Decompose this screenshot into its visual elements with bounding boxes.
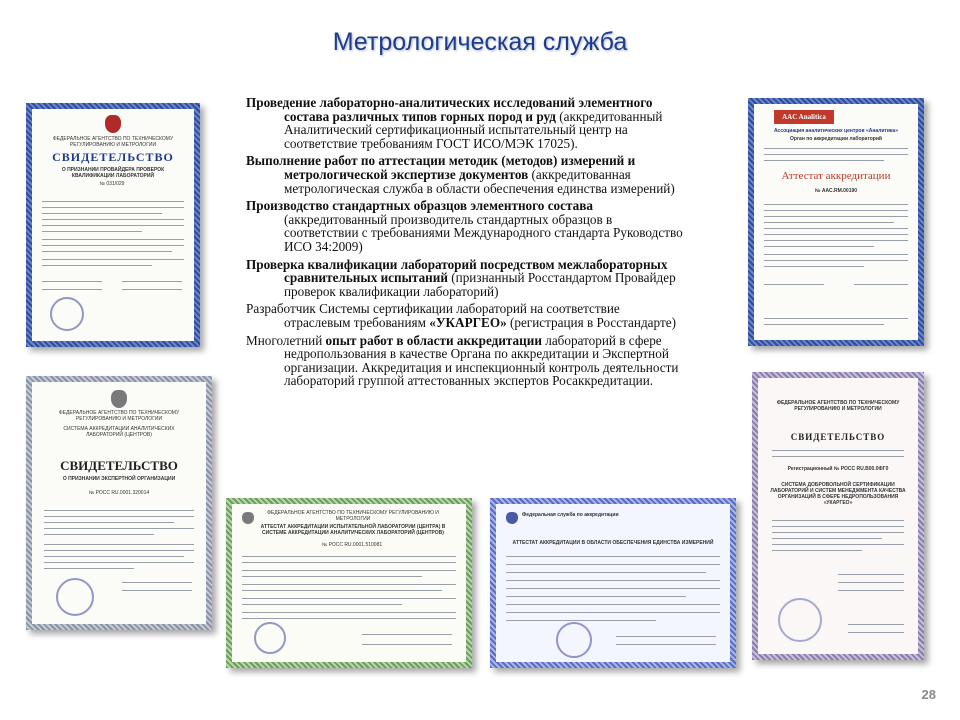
list-item	[246, 258, 686, 299]
cert-association: Ассоциация аналитических центров «Аналитика»	[774, 128, 898, 134]
analitica-logo: AAC Analitica	[774, 110, 834, 124]
item-text: (регистрация в Росстандарте)	[506, 314, 676, 330]
seal-stamp-icon	[778, 598, 822, 642]
seal-stamp-icon	[254, 622, 286, 654]
item-bold-text: «УКАРГЕО»	[429, 314, 507, 330]
list-item	[246, 96, 686, 150]
cert-heading: Аттестат аккредитации	[781, 170, 891, 182]
certificate-analitica-accreditation	[748, 98, 924, 346]
certificate-measurement-accreditation	[490, 498, 736, 668]
cert-organ: Орган по аккредитации лабораторий	[790, 136, 882, 142]
slide-title: Метрологическая служба	[332, 28, 628, 56]
item-bold-text: Проверка квалификации лабораторий посредством межлабораторных сравнительных испытаний	[246, 256, 668, 286]
certificate-laboratory-accreditation	[226, 498, 472, 668]
cert-agency: ФЕДЕРАЛЬНОЕ АГЕНТСТВО ПО ТЕХНИЧЕСКОМУ РЕГУЛИРОВАНИЮ И МЕТРОЛОГИИ	[267, 510, 439, 522]
certificate-provider-recognition	[26, 103, 200, 347]
cert-agency: Федеральная служба по аккредитации	[522, 512, 619, 518]
list-item	[246, 154, 686, 195]
certificate-expert-organization	[26, 376, 212, 630]
cert-heading: СВИДЕТЕЛЬСТВО	[60, 458, 178, 473]
seal-stamp-icon	[56, 578, 94, 616]
cert-heading: СВИДЕТЕЛЬСТВО	[790, 432, 886, 442]
item-bold-text: опыт работ в области аккредитации	[325, 332, 542, 348]
item-text: лабораторий в сфере недропользования в качестве Органа по аккредитации и Экспертной организации. Аккредитация и инспекционный контроль деятельности лабораторий группой аттестованных экспертов Росаккредитации.	[284, 332, 679, 389]
coat-of-arms-icon	[111, 390, 127, 408]
list-item	[246, 334, 686, 388]
item-text: (признанный Росстандартом Провайдер проверок квалификации лабораторий)	[284, 270, 676, 299]
item-bold-text: Выполнение работ по аттестации методик (методов) измерений и метрологической экспертизе документов	[246, 153, 636, 182]
cert-agency: ФЕДЕРАЛЬНОЕ АГЕНТСТВО ПО ТЕХНИЧЕСКОМУ РЕГУЛИРОВАНИЮ И МЕТРОЛОГИИ	[52, 136, 174, 148]
cert-number: № РОСС RU.0001.510081	[321, 542, 383, 548]
list-item	[246, 199, 686, 253]
cert-agency: ФЕДЕРАЛЬНОЕ АГЕНТСТВО ПО ТЕХНИЧЕСКОМУ РЕГУЛИРОВАНИЮ И МЕТРОЛОГИИ	[58, 410, 180, 422]
coat-of-arms-icon	[105, 115, 121, 133]
seal-stamp-icon	[556, 622, 592, 658]
emblem-icon	[506, 512, 518, 524]
item-text: (аккредитованный производитель стандартных образцов в соответствии с требованиями Международного стандарта Руководство ИСО 34:2009)	[284, 211, 683, 254]
item-text: (аккредитованный Аналитический сертификационный испытательный центр на соответствие требованиям ГОСТ ИСО/МЭК 17025).	[284, 108, 663, 151]
cert-number: Регистрационный № РОСС RU.В00.0ФГ0	[787, 466, 889, 472]
cert-heading: АТТЕСТАТ АККРЕДИТАЦИИ В ОБЛАСТИ ОБЕСПЕЧЕНИЯ ЕДИНСТВА ИЗМЕРЕНИЙ	[512, 540, 714, 546]
cert-number: № 031/029	[99, 181, 125, 187]
item-bold-text: Производство стандартных образцов элементного состава	[246, 198, 593, 214]
cert-number: № РОСС RU.0001.320014	[88, 490, 150, 496]
item-text: Многолетний	[246, 332, 326, 348]
item-bold-text: Проведение лабораторно-аналитических исследований элементного состава различных типов горных пород и руд	[246, 95, 653, 124]
slide-number: 28	[921, 687, 936, 702]
services-list	[246, 96, 686, 392]
cert-number: № ААС.RМ.00190	[814, 188, 858, 194]
cert-agency: ФЕДЕРАЛЬНОЕ АГЕНТСТВО ПО ТЕХНИЧЕСКОМУ РЕГУЛИРОВАНИЮ И МЕТРОЛОГИИ	[776, 400, 900, 412]
certificate-ukargeo-system	[752, 372, 924, 660]
list-item	[246, 302, 686, 329]
cert-system: СИСТЕМА АККРЕДИТАЦИИ АНАЛИТИЧЕСКИХ ЛАБОРАТОРИЙ (ЦЕНТРОВ)	[63, 426, 175, 438]
item-text: (аккредитованная метрологическая служба в области обеспечения единства измерений)	[284, 166, 675, 196]
item-text: Разработчик Системы сертификации лабораторий на соответствие отраслевым требованиям	[246, 301, 620, 330]
cert-system: СИСТЕМА ДОБРОВОЛЬНОЙ СЕРТИФИКАЦИИ ЛАБОРАТОРИЙ И СИСТЕМ МЕНЕДЖМЕНТА КАЧЕСТВА ОРГАНИЗАЦИЙ В СФЕРЕ НЕДРОПОЛЬЗОВАНИЯ «УКАРГЕО»	[770, 482, 906, 506]
cert-heading: СВИДЕТЕЛЬСТВО	[52, 150, 174, 164]
cert-subheading: О ПРИЗНАНИИ ЭКСПЕРТНОЙ ОРГАНИЗАЦИИ	[62, 476, 176, 482]
emblem-icon	[242, 512, 254, 524]
cert-subheading: О ПРИЗНАНИИ ПРОВАЙДЕРА ПРОВЕРОК КВАЛИФИКАЦИИ ЛАБОРАТОРИЙ	[61, 167, 165, 179]
cert-heading: АТТЕСТАТ АККРЕДИТАЦИИ ИСПЫТАТЕЛЬНОЙ ЛАБОРАТОРИИ (ЦЕНТРА) В СИСТЕМЕ АККРЕДИТАЦИИ АНАЛИТИЧЕСКИХ ЛАБОРАТОРИЙ (ЦЕНТРОВ)	[260, 524, 446, 536]
seal-stamp-icon	[50, 297, 84, 331]
